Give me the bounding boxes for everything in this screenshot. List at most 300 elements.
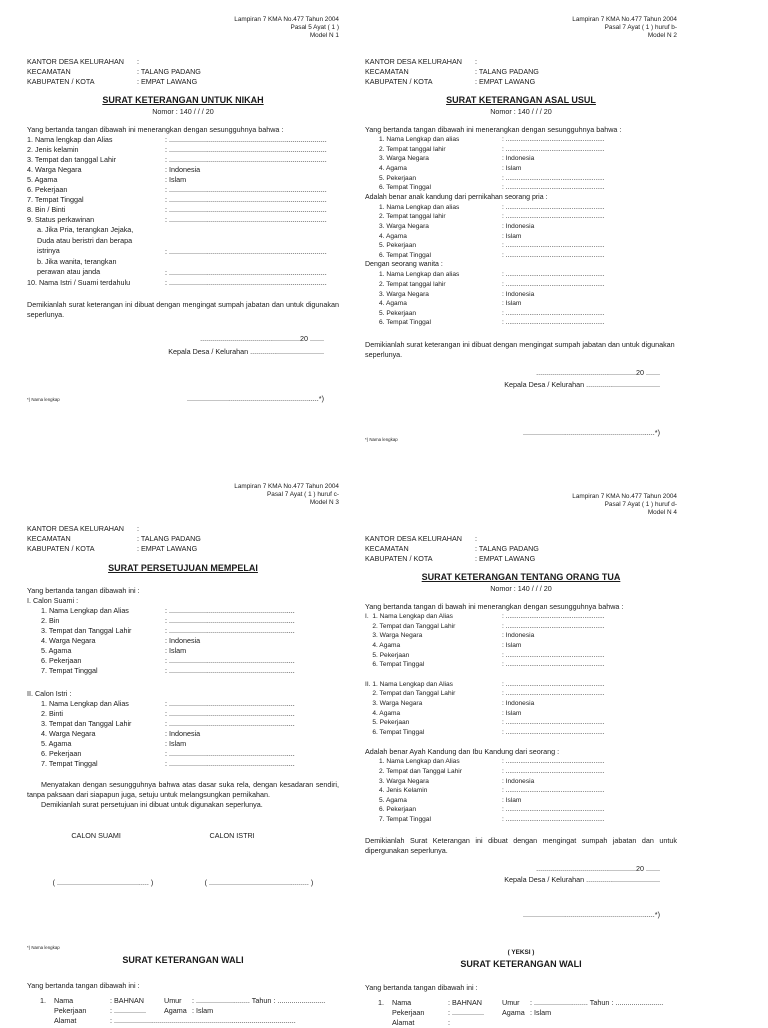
intro-text: Yang bertanda tangan di bawah ini menerangkan dengan sesungguhnya bahwa : — [365, 602, 624, 612]
field-label: 2. Tempat tanggal lahir — [379, 280, 446, 288]
lampiran-block — [27, 16, 339, 40]
field-value: : ...................................................... — [502, 806, 605, 814]
field-label: 2. Jenis kelamin — [27, 145, 79, 155]
form-title: SURAT KETERANGAN ASAL USUL — [446, 95, 596, 105]
lampiran-block — [365, 493, 677, 517]
field-value: : ............................................................................... — [165, 277, 327, 287]
field-row — [27, 709, 339, 719]
form-title: SURAT KETERANGAN WALI — [460, 959, 582, 970]
field-row — [365, 135, 677, 145]
field-value: : ...................................................... — [502, 815, 605, 823]
office-label: KANTOR DESA KELURAHAN — [365, 57, 462, 67]
field-label: 6. Tempat Tinggal — [365, 728, 425, 736]
field-value: : ...................................................... — [502, 319, 605, 327]
field-value: : ...................................................... — [502, 613, 605, 621]
section-heading: I. Calon Suami : — [27, 596, 79, 605]
field-value: : ................ — [110, 1006, 146, 1015]
field-label: 1. Nama lengkap dan Alias — [27, 135, 113, 145]
office-value: : EMPAT LAWANG — [137, 544, 198, 554]
field-value: : Islam — [502, 796, 522, 804]
office-block — [27, 524, 339, 554]
intro-text: Yang bertanda tangan dibawah ini menerangkan dengan sesungguhnya bahwa : — [27, 125, 284, 135]
field-row — [27, 278, 339, 288]
field-value: : ............................................................................... — [165, 155, 327, 165]
field-list — [365, 135, 677, 193]
field-row — [365, 651, 677, 661]
office-value: : TALANG PADANG — [475, 544, 539, 554]
field-row — [365, 164, 677, 174]
field-value: : ...................................................... — [502, 309, 605, 317]
field-value: : Indonesia — [502, 777, 535, 785]
field-value: : Islam — [502, 164, 522, 172]
office-block — [365, 57, 677, 87]
field-label: 1. Nama Lengkap dan Alias — [379, 758, 460, 766]
field-row — [365, 309, 677, 319]
office-value: : EMPAT LAWANG — [475, 77, 536, 87]
field-row — [365, 222, 677, 232]
lampiran-line: Pasal 7 Ayat ( 1 ) huruf d- — [604, 501, 677, 508]
field-value: : ...................................................... — [502, 622, 605, 630]
item-number: 1. — [40, 996, 46, 1005]
field-list — [365, 757, 677, 824]
field-list — [365, 203, 677, 261]
field-label: 5. Pekerjaan — [365, 719, 410, 727]
lampiran-line: Lampiran 7 KMA No.477 Tahun 2004 — [572, 16, 677, 23]
field-label: 4. Warga Negara — [27, 165, 82, 175]
field-label: 6. Tempat Tinggal — [365, 661, 425, 669]
office-label: KECAMATAN — [365, 67, 409, 77]
field-value: : ............................................................................... — [165, 267, 327, 277]
field-value: : ........................... Tahun : ........................ — [192, 996, 326, 1005]
lampiran-block — [27, 483, 339, 507]
field-list — [365, 612, 677, 670]
field-value: : ...................................................... — [502, 203, 605, 211]
field-row — [365, 631, 677, 641]
field-label: 2. Tempat tanggal lahir — [379, 145, 446, 153]
field-label: 5. Agama — [379, 796, 407, 804]
field-row — [27, 606, 339, 616]
field-row — [365, 718, 677, 728]
section-heading: II. Calon Istri : — [27, 689, 72, 698]
field-label: 5. Agama — [27, 175, 58, 185]
nomor-line: Nomor : 140 / / / 20 — [490, 584, 552, 593]
date-line: ..................................................20 ....... — [536, 864, 660, 874]
field-value: : Islam — [502, 641, 522, 649]
field-value: : Islam — [502, 232, 522, 240]
field-row — [27, 719, 339, 729]
field-label: 1. Nama Lengkap dan Alias — [41, 606, 129, 615]
form-title: SURAT PERSETUJUAN MEMPELAI — [108, 563, 258, 573]
field-label: 4. Warga Negara — [41, 729, 96, 738]
field-value: : ...................................................... — [502, 174, 605, 182]
field-value: : Indonesia — [165, 165, 201, 175]
field-value: : ............................................................... — [165, 699, 295, 708]
field-row — [27, 165, 339, 175]
field-row — [365, 796, 677, 806]
kepala-desa-line: Kepala Desa / Kelurahan ..................................... — [504, 875, 660, 885]
field-row — [365, 154, 677, 164]
field-row — [365, 815, 677, 825]
form-title: SURAT KETERANGAN TENTANG ORANG TUA — [421, 572, 621, 582]
closing-text: Demikianlah surat persetujuan ini dibuat untuk digunakan seperlunya. — [41, 800, 263, 809]
field-label: 2. Tempat dan Tanggal Lahir — [365, 690, 456, 698]
office-value: : TALANG PADANG — [475, 67, 539, 77]
field-label: 5. Pekerjaan — [379, 242, 417, 250]
field-row — [27, 145, 339, 155]
office-label: KANTOR DESA KELURAHAN — [365, 534, 462, 544]
field-value: : ............................................................... — [165, 656, 295, 665]
office-label: KABUPATEN / KOTA — [365, 554, 433, 564]
lampiran-line: Lampiran 7 KMA No.477 Tahun 2004 — [234, 483, 339, 490]
field-value: : ...................................................... — [502, 661, 605, 669]
field-value: : ............................................................................... — [165, 215, 327, 225]
field-value: : ............................................................................... — [165, 185, 327, 195]
field-value: : — [448, 1018, 450, 1028]
field-row — [365, 174, 677, 184]
office-label: KANTOR DESA KELURAHAN — [27, 524, 124, 534]
calon-suami-label: CALON SUAMI — [71, 831, 121, 840]
field-value: : ...................................................... — [502, 242, 605, 250]
field-value: : ............................................................................... — [165, 205, 327, 215]
field-label: 3. Warga Negara — [379, 155, 429, 163]
field-label: 6. Pekerjaan — [41, 656, 82, 665]
field-label: 4. Agama — [365, 709, 401, 717]
field-row — [27, 996, 339, 1006]
field-value: : ...................................................... — [502, 758, 605, 766]
field-row — [365, 680, 677, 690]
lampiran-line: Pasal 7 Ayat ( 1 ) huruf c- — [267, 491, 339, 498]
field-list — [365, 270, 677, 328]
office-value: : EMPAT LAWANG — [137, 77, 198, 87]
field-label: 6. Tempat Tinggal — [379, 251, 431, 259]
form-surat-wali — [27, 950, 339, 1026]
office-label: KABUPATEN / KOTA — [365, 77, 433, 87]
office-label: KECAMATAN — [27, 67, 71, 77]
field-value: : Indonesia — [502, 155, 535, 163]
field-label: Agama — [502, 1008, 525, 1018]
field-label: 8. Bin / Binti — [27, 205, 66, 215]
field-value: : ............................................................................... — [165, 246, 327, 256]
field-value: : Indonesia — [502, 632, 535, 640]
form-model-n1 — [27, 16, 339, 402]
field-row — [365, 290, 677, 300]
field-row — [365, 280, 677, 290]
field-value: : ...................................................... — [502, 251, 605, 259]
field-label: 5. Pekerjaan — [379, 309, 417, 317]
field-label: 3. Tempat dan Tanggal Lahir — [41, 719, 132, 728]
field-value: : ............................................................... — [165, 749, 295, 758]
field-label: 1. Nama Lengkap dan alias — [379, 271, 460, 279]
signature-line: ( .................................................. ) — [204, 878, 314, 888]
field-value: : Islam — [530, 1008, 552, 1018]
footnote: *) Nama lengkap — [27, 396, 60, 402]
date-line: ..................................................20 ....... — [200, 333, 324, 343]
office-value: : EMPAT LAWANG — [475, 554, 536, 564]
section-heading: Adalah benar Ayah Kandung dan Ibu Kandung dari seorang : — [365, 747, 560, 757]
field-label: 1. Nama Lengkap dan alias — [379, 136, 460, 144]
field-label: 3. Warga Negara — [365, 699, 423, 707]
field-row — [27, 195, 339, 205]
field-row — [27, 739, 339, 749]
signature-lines — [27, 879, 339, 886]
field-value: : Islam — [165, 175, 187, 185]
field-row — [27, 626, 339, 636]
office-label: KECAMATAN — [365, 544, 409, 554]
field-value: : Islam — [165, 739, 187, 748]
field-value: : ...................................................... — [502, 271, 605, 279]
field-row — [365, 318, 677, 328]
field-label: 2. Tempat dan Tanggal Lahir — [379, 767, 462, 775]
field-row — [27, 646, 339, 656]
field-label: 2. Binti — [41, 709, 63, 718]
field-label: 4. Warga Negara — [41, 636, 96, 645]
signature-line: ..................................................................*) — [523, 428, 660, 438]
field-row — [365, 805, 677, 815]
section-heading: Dengan seorang wanita : — [365, 261, 443, 269]
field-row — [365, 270, 677, 280]
field-row — [27, 175, 339, 185]
field-value: : Islam — [502, 300, 522, 308]
yeksi-label: ( YEKSI ) — [507, 949, 535, 956]
footnote: *) Nama lengkap — [27, 945, 60, 951]
lampiran-line: Lampiran 7 KMA No.477 Tahun 2004 — [572, 493, 677, 500]
signature-line: ..................................................................*) — [523, 910, 660, 920]
field-row — [27, 636, 339, 646]
kepala-desa-line: Kepala Desa / Kelurahan ..................................... — [168, 346, 324, 356]
field-label: 4. Jenis Kelamin — [379, 787, 428, 795]
field-row — [365, 699, 677, 709]
field-label: 2. Bin — [41, 616, 60, 625]
field-label: 7. Tempat Tinggal — [41, 666, 98, 675]
field-row — [365, 183, 677, 193]
date-line: ..................................................20 ....... — [536, 367, 660, 377]
field-row — [27, 1016, 339, 1026]
field-row — [27, 215, 339, 225]
office-label: KABUPATEN / KOTA — [27, 544, 95, 554]
office-value: : — [475, 534, 477, 544]
field-label: 3. Tempat dan Tanggal Lahir — [41, 626, 132, 635]
field-value: : ............................................................... — [165, 616, 295, 625]
field-value: : ............................................................................... — [165, 195, 327, 205]
field-row — [27, 749, 339, 759]
intro-text: Yang bertanda tangan dibawah ini : — [365, 983, 478, 993]
office-value: : TALANG PADANG — [137, 534, 201, 544]
field-value: : ........................................................................................... — [110, 1016, 296, 1025]
field-label: 6. Pekerjaan — [27, 185, 68, 195]
field-label: Agama — [164, 1006, 187, 1015]
section-heading: Adalah benar anak kandung dari pernikahan seorang pria : — [365, 193, 548, 201]
intro-text: Yang bertanda tangan dibawah ini menerangkan dengan sesungguhnya bahwa : — [365, 125, 622, 135]
field-label: 4. Agama — [379, 300, 407, 308]
kepala-desa-line: Kepala Desa / Kelurahan ..................................... — [504, 379, 660, 389]
form-title: SURAT KETERANGAN UNTUK NIKAH — [102, 95, 264, 105]
closing-text: Demikianlah surat keterangan ini dibuat dengan mengingat sumpah jabatan dan untuk digunakan seperlunya. — [27, 299, 339, 319]
field-label: 4. Agama — [379, 232, 407, 240]
field-label: 2. Tempat tanggal lahir — [379, 213, 446, 221]
field-label: I. 1. Nama Lengkap dan Alias — [365, 613, 453, 621]
nomor-line: Nomor : 140 / / / 20 — [490, 107, 552, 116]
field-label: b. Jika wanita, terangkan perawan atau janda — [37, 256, 117, 277]
field-value: : BAHNAN — [110, 996, 144, 1005]
field-value: : ...................................................... — [502, 280, 605, 288]
lampiran-line: Pasal 7 Ayat ( 1 ) huruf b- — [604, 24, 677, 31]
field-row — [365, 203, 677, 213]
field-value: : ............................................................... — [165, 626, 295, 635]
item-number: 1. — [378, 998, 384, 1008]
field-label: 3. Tempat dan tanggal Lahir — [27, 155, 116, 165]
lampiran-line: Lampiran 7 KMA No.477 Tahun 2004 — [234, 16, 339, 23]
field-label: 9. Status perkawinan — [27, 215, 95, 225]
field-value: : ...................................................... — [502, 680, 605, 688]
form-model-n2 — [365, 16, 677, 442]
field-value: : ........................... Tahun : ........................ — [530, 998, 664, 1008]
office-label: KABUPATEN / KOTA — [27, 77, 95, 87]
field-label: 1. Nama Lengkap dan alias — [379, 203, 460, 211]
field-row — [27, 257, 339, 278]
field-row — [27, 656, 339, 666]
field-label: 5. Agama — [41, 739, 72, 748]
field-row — [365, 232, 677, 242]
office-block — [27, 57, 339, 87]
field-row — [365, 709, 677, 719]
field-row — [365, 767, 677, 777]
field-label: II. 1. Nama Lengkap dan Alias — [365, 680, 453, 688]
field-value: : Indonesia — [165, 729, 201, 738]
field-value: : ...................................................... — [502, 719, 605, 727]
footnote: *) Nama lengkap — [365, 436, 398, 442]
field-row — [27, 185, 339, 195]
office-label: KANTOR DESA KELURAHAN — [27, 57, 124, 67]
field-value: : ...................................................... — [502, 787, 605, 795]
office-value: : TALANG PADANG — [137, 67, 201, 77]
lampiran-line: Model N 1 — [309, 32, 339, 39]
field-label: 10. Nama Istri / Suami terdahulu — [27, 277, 131, 287]
field-label: 3. Warga Negara — [365, 632, 423, 640]
field-label: 1. Nama Lengkap dan Alias — [41, 699, 129, 708]
field-label: 2. Tempat dan Tanggal Lahir — [365, 622, 456, 630]
office-value: : — [137, 524, 139, 534]
signature-line: ..................................................................*) — [187, 393, 324, 403]
field-label: 7. Tempat Tinggal — [27, 195, 84, 205]
field-value: : ............................................................................... — [165, 145, 327, 155]
field-value: : ...................................................... — [502, 651, 605, 659]
field-label: Pekerjaan — [54, 1006, 87, 1015]
field-value: : ............................................................... — [165, 709, 295, 718]
closing-text: Demikianlah Surat Keterangan ini dibuat dengan mengingat sumpah jabatan dan untuk dipergunakan seperlunya. — [365, 836, 677, 856]
field-value: : Indonesia — [502, 290, 535, 298]
field-row — [27, 155, 339, 165]
field-value: : ................ — [448, 1008, 484, 1018]
field-label: 7. Tempat Tinggal — [41, 759, 98, 768]
field-row — [365, 145, 677, 155]
form-surat-wali-yeksi — [365, 950, 677, 1028]
statement-text: Menyatakan dengan sesungguhnya bahwa atas dasar suka rela, dengan kesadaran sendiri, tanpa paksaan dari siapapun juga, setuju untuk melangsungkan pernikahan. — [27, 780, 339, 799]
field-row — [365, 786, 677, 796]
field-value: : Islam — [165, 646, 187, 655]
form-title: SURAT KETERANGAN WALI — [122, 955, 244, 965]
field-row — [27, 1006, 339, 1016]
intro-text: Yang bertanda tangan dibawah ini : — [27, 981, 140, 990]
office-value: : — [475, 57, 477, 67]
field-label: 3. Warga Negara — [379, 290, 429, 298]
field-row — [365, 241, 677, 251]
form-model-n4 — [365, 493, 677, 919]
field-row — [365, 612, 677, 622]
field-row — [27, 666, 339, 676]
field-row — [27, 699, 339, 709]
field-row — [365, 251, 677, 261]
field-label: 5. Pekerjaan — [379, 174, 417, 182]
field-row — [365, 1008, 677, 1018]
field-value: : ............................................................... — [165, 666, 295, 675]
closing-text: Demikianlah surat keterangan ini dibuat dengan mengingat sumpah jabatan dan untuk digunakan seperlunya. — [365, 339, 675, 359]
field-value: : ...................................................... — [502, 728, 605, 736]
field-value: : ............................................................... — [165, 759, 295, 768]
field-row — [27, 205, 339, 215]
field-value: : Islam — [192, 1006, 214, 1015]
field-value: : ...................................................... — [502, 213, 605, 221]
lampiran-line: Model N 2 — [647, 32, 677, 39]
field-value: : ............................................................................... — [165, 135, 327, 145]
office-label: KECAMATAN — [27, 534, 71, 544]
office-block — [365, 534, 677, 564]
intro-text: Yang bertanda tangan dibawah ini : — [27, 586, 140, 595]
field-row — [27, 759, 339, 769]
field-label: 4. Agama — [365, 641, 401, 649]
field-label: 3. Warga Negara — [379, 222, 429, 230]
field-label: 5. Agama — [41, 646, 72, 655]
lampiran-line: Model N 4 — [647, 509, 677, 516]
lampiran-block — [365, 16, 677, 40]
field-value: : ............................................................... — [165, 719, 295, 728]
field-value: : ...................................................... — [502, 767, 605, 775]
field-value: : ...................................................... — [502, 136, 605, 144]
office-value: : — [137, 57, 139, 67]
field-value: : ...................................................... — [502, 184, 605, 192]
field-row — [365, 660, 677, 670]
field-value: : Islam — [502, 709, 522, 717]
field-value: : ...................................................... — [502, 145, 605, 153]
field-value: : ...................................................... — [502, 690, 605, 698]
signature-labels — [27, 832, 339, 839]
field-row — [27, 135, 339, 145]
field-row — [365, 998, 677, 1008]
field-label: 6. Tempat Tinggal — [379, 184, 431, 192]
field-list — [365, 680, 677, 738]
field-value: : Indonesia — [502, 222, 535, 230]
field-list — [27, 135, 339, 288]
field-label: a. Jika Pria, terangkan Jejaka, Duda atau beristri dan berapa istrinya — [37, 225, 134, 256]
field-list — [27, 699, 339, 769]
field-row — [365, 299, 677, 309]
lampiran-line: Model N 3 — [309, 499, 339, 506]
calon-istri-label: CALON ISTRI — [209, 831, 255, 840]
field-label: Alamat — [392, 1018, 415, 1028]
field-label: 6. Pekerjaan — [379, 806, 417, 814]
field-label: Nama — [392, 998, 412, 1008]
form-model-n3 — [27, 483, 339, 951]
field-row — [365, 212, 677, 222]
field-label: 7. Tempat Tinggal — [379, 815, 431, 823]
field-label: 6. Tempat Tinggal — [379, 319, 431, 327]
field-label: Pekerjaan — [392, 1008, 425, 1018]
field-row — [365, 728, 677, 738]
field-label: Umur — [502, 998, 520, 1008]
wali-fields — [27, 996, 339, 1026]
lampiran-line: Pasal 5 Ayat ( 1 ) — [290, 24, 339, 31]
field-label: Nama — [54, 996, 74, 1005]
field-row — [365, 757, 677, 767]
